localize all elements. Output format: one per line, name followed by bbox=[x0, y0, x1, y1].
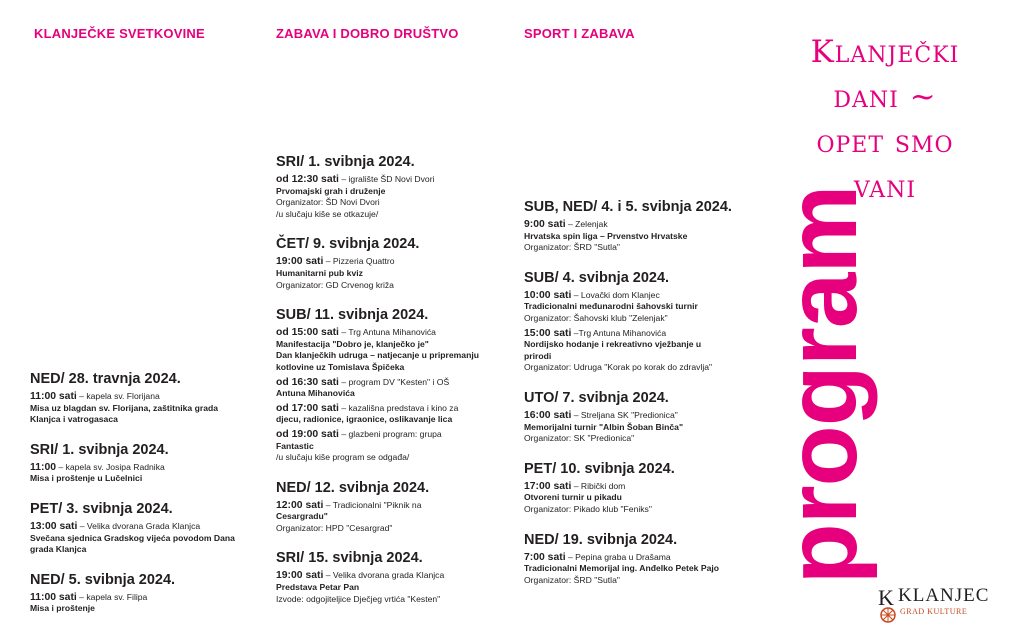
logo-name: KLANJEC bbox=[898, 585, 990, 606]
event-item bbox=[276, 403, 502, 426]
event-item bbox=[276, 256, 502, 291]
event-location: – Velika dvorana grada Klanjca bbox=[323, 570, 445, 581]
event-block bbox=[524, 389, 750, 445]
event-description: djecu, radionice, igraonice, oslikavanje lica bbox=[276, 414, 453, 425]
event-title bbox=[760, 30, 1010, 210]
event-block bbox=[276, 479, 502, 535]
event-block bbox=[276, 306, 502, 464]
title-line-3: opet smo bbox=[816, 124, 954, 160]
event-location: – Pepina graba u Drašama bbox=[565, 551, 671, 562]
event-block bbox=[30, 571, 252, 615]
event-date: SRI/ 15. svibnja 2024. bbox=[276, 550, 423, 567]
event-description: Misa uz blagdan sv. Florijana, zaštitnika grada bbox=[30, 402, 218, 413]
event-time: 11:00 sati bbox=[30, 391, 77, 402]
event-block bbox=[524, 269, 750, 374]
event-description: Hrvatska spin liga – Prvenstvo Hrvatske bbox=[524, 230, 688, 241]
event-item bbox=[276, 570, 502, 605]
column-entertainment bbox=[276, 153, 502, 620]
event-description: Misa i proštenje u Lučelnici bbox=[30, 473, 143, 484]
column-festivities bbox=[30, 370, 252, 630]
event-item bbox=[276, 500, 502, 535]
event-description: Cesargradu" bbox=[276, 511, 328, 522]
event-item bbox=[276, 327, 502, 373]
event-time-line bbox=[276, 174, 502, 186]
event-block bbox=[524, 198, 750, 254]
event-organizer: Organizator: ŠD Novi Dvori bbox=[276, 197, 380, 208]
event-time-line bbox=[276, 256, 502, 268]
event-item bbox=[30, 592, 252, 615]
event-time-line bbox=[276, 429, 502, 441]
event-organizer: Organizator: Pikado klub "Feniks" bbox=[524, 503, 652, 514]
event-location: – igralište ŠD Novi Dvori bbox=[338, 174, 435, 184]
event-block bbox=[524, 531, 750, 587]
column-sport bbox=[524, 198, 750, 601]
event-description: Klanjca i vatrogasaca bbox=[30, 414, 118, 425]
event-location: – Velika dvorana Grada Klanjca bbox=[77, 520, 201, 531]
event-time-line bbox=[524, 552, 750, 564]
event-description: Otvoreni turnir u pikadu bbox=[524, 492, 622, 503]
event-date: SRI/ 1. svibnja 2024. bbox=[30, 441, 169, 458]
event-description: Manifestacija "Dobro je, klanječko je" bbox=[276, 338, 429, 349]
event-time: od 15:00 sati bbox=[276, 327, 339, 339]
event-location: – Tradicionalni "Piknik na bbox=[323, 499, 422, 510]
event-time: 16:00 sati bbox=[524, 409, 572, 421]
event-time-line bbox=[276, 570, 502, 582]
event-organizer: Organizator: GD Crvenog križa bbox=[276, 279, 394, 290]
event-location: – Trg Antuna Mihanovića bbox=[338, 327, 436, 338]
event-organizer: /u slučaju kiše program se odgađa/ bbox=[276, 452, 410, 463]
event-location: – Lovački dom Klanjec bbox=[571, 289, 660, 300]
event-date: UTO/ 7. svibnja 2024. bbox=[524, 389, 669, 406]
event-description: Dan klanječkih udruga – natjecanje u pripremanju bbox=[276, 350, 479, 361]
event-description: Memorijalni turnir "Albin Šoban Binča" bbox=[524, 421, 684, 432]
event-time: od 16:30 sati bbox=[276, 376, 339, 388]
event-time: 13:00 sati bbox=[30, 520, 78, 532]
event-date: NED/ 19. svibnja 2024. bbox=[524, 531, 678, 548]
event-time: 19:00 sati bbox=[276, 570, 324, 582]
title-line-1: Klanječki bbox=[810, 34, 960, 70]
event-time: 7:00 sati bbox=[524, 551, 566, 563]
event-time-line bbox=[524, 481, 750, 493]
event-date: SRI/ 1. svibnja 2024. bbox=[276, 154, 415, 170]
column-heading-entertainment: ZABAVA I DOBRO DRUŠTVO bbox=[276, 26, 459, 41]
event-time-line bbox=[524, 219, 750, 231]
event-location: – Pizzeria Quattro bbox=[323, 256, 395, 267]
event-date: NED/ 28. travnja 2024. bbox=[30, 371, 181, 387]
event-time: od 12:30 sati bbox=[276, 174, 339, 185]
event-time-line bbox=[524, 410, 750, 422]
logo-subtitle: GRAD KULTURE bbox=[900, 607, 968, 616]
event-time-line bbox=[30, 592, 252, 604]
event-description: Humanitarni pub kviz bbox=[276, 267, 363, 278]
event-time: 10:00 sati bbox=[524, 289, 572, 301]
event-item bbox=[524, 290, 750, 325]
event-item bbox=[276, 174, 502, 220]
event-time: 11:00 bbox=[30, 461, 57, 473]
event-item bbox=[276, 377, 502, 400]
event-block bbox=[524, 460, 750, 516]
event-description: grada Klanjca bbox=[30, 544, 87, 555]
event-time: od 19:00 sati bbox=[276, 428, 339, 440]
event-item bbox=[276, 429, 502, 464]
event-time: od 17:00 sati bbox=[276, 402, 339, 414]
event-description: Svečana sjednica Gradskog vijeća povodom Dana bbox=[30, 532, 235, 543]
event-block bbox=[276, 153, 502, 220]
column-heading-sport: SPORT I ZABAVA bbox=[524, 26, 635, 41]
event-time-line bbox=[30, 391, 252, 403]
event-organizer: Izvode: odgojiteljice Dječjeg vrtića "Kesten" bbox=[276, 593, 441, 604]
event-time: 9:00 sati bbox=[524, 219, 566, 230]
event-description: Tradicionalni međunarodni šahovski turnir bbox=[524, 301, 698, 312]
event-item bbox=[524, 219, 750, 254]
event-item bbox=[30, 521, 252, 556]
event-date: NED/ 5. svibnja 2024. bbox=[30, 571, 176, 588]
event-organizer: Organizator: ŠRD "Sutla" bbox=[524, 242, 620, 253]
event-item bbox=[524, 481, 750, 516]
event-item bbox=[524, 552, 750, 587]
event-block bbox=[276, 549, 502, 605]
event-time-line bbox=[276, 327, 502, 339]
event-location: – Zelenjak bbox=[565, 219, 608, 229]
event-time-line bbox=[276, 500, 502, 512]
event-block bbox=[276, 235, 502, 291]
event-item bbox=[30, 391, 252, 426]
event-location: – kapela sv. Josipa Radnika bbox=[56, 461, 165, 472]
title-line-2: dani ~ bbox=[833, 79, 937, 115]
event-date: SUB, NED/ 4. i 5. svibnja 2024. bbox=[524, 199, 732, 215]
program-vertical-heading: program bbox=[766, 185, 878, 585]
event-description: Nordijsko hodanje i rekreativno vježbanje u bbox=[524, 339, 702, 350]
event-date: NED/ 12. svibnja 2024. bbox=[276, 479, 430, 496]
event-time: 15:00 sati bbox=[524, 327, 572, 339]
column-heading-festivities: KLANJEČKE SVETKOVINE bbox=[34, 26, 205, 41]
event-description: Tradicionalni Memorijal ing. Anđelko Petek Pajo bbox=[524, 563, 719, 574]
event-time-line bbox=[30, 462, 252, 474]
event-time: 17:00 sati bbox=[524, 480, 572, 492]
event-date: PET/ 10. svibnja 2024. bbox=[524, 460, 675, 477]
event-description: Predstava Petar Pan bbox=[276, 582, 360, 593]
event-organizer: Organizator: Šahovski klub "Zelenjak" bbox=[524, 312, 668, 323]
event-date: SUB/ 4. svibnja 2024. bbox=[524, 269, 670, 286]
event-time-line bbox=[524, 328, 750, 340]
event-organizer: Organizator: SK "Predionica" bbox=[524, 433, 635, 444]
event-description: prirodi bbox=[524, 350, 552, 361]
svg-text:K: K bbox=[878, 585, 894, 610]
event-item bbox=[30, 462, 252, 485]
event-block bbox=[30, 441, 252, 485]
event-block bbox=[30, 370, 252, 426]
event-organizer: Organizator: ŠRD "Sutla" bbox=[524, 574, 620, 585]
event-time-line bbox=[524, 290, 750, 302]
event-time: 12:00 sati bbox=[276, 499, 324, 511]
event-description: Misa i proštenje bbox=[30, 603, 95, 614]
event-description: Fantastic bbox=[276, 440, 314, 451]
event-location: – kapela sv. Filipa bbox=[76, 591, 148, 602]
event-description: Prvomajski grah i druženje bbox=[276, 185, 386, 196]
event-time-line bbox=[30, 521, 252, 533]
event-organizer: Organizator: Udruga "Korak po korak do zdravlja" bbox=[524, 362, 713, 373]
event-organizer: /u slučaju kiše se otkazuje/ bbox=[276, 208, 379, 219]
event-organizer: Organizator: HPD "Cesargrad" bbox=[276, 522, 393, 533]
event-item bbox=[524, 328, 750, 374]
event-location: – program DV "Kesten" i OŠ bbox=[338, 376, 450, 387]
event-location: – Streljana SK "Predionica" bbox=[571, 409, 678, 420]
event-time: 19:00 sati bbox=[276, 256, 324, 268]
title-line-4: vani bbox=[853, 169, 917, 205]
event-description: kotlovine uz Tomislava Špičeka bbox=[276, 361, 405, 372]
event-date: ČET/ 9. svibnja 2024. bbox=[276, 236, 420, 253]
event-location: – Ribički dom bbox=[571, 480, 626, 491]
klanjec-logo bbox=[876, 584, 996, 624]
event-time-line bbox=[276, 377, 502, 389]
event-time-line bbox=[276, 403, 502, 415]
event-location: – kapela sv. Florijana bbox=[76, 391, 160, 401]
event-block bbox=[30, 500, 252, 556]
event-description: Antuna Mihanovića bbox=[276, 388, 355, 399]
event-date: PET/ 3. svibnja 2024. bbox=[30, 500, 173, 517]
event-location: – glazbeni program: grupa bbox=[338, 428, 442, 439]
event-location: –Trg Antuna Mihanovića bbox=[571, 327, 667, 338]
event-date: SUB/ 11. svibnja 2024. bbox=[276, 307, 429, 324]
event-time: 11:00 sati bbox=[30, 591, 77, 603]
event-location: – kazališna predstava i kino za bbox=[338, 402, 459, 413]
event-item bbox=[524, 410, 750, 445]
